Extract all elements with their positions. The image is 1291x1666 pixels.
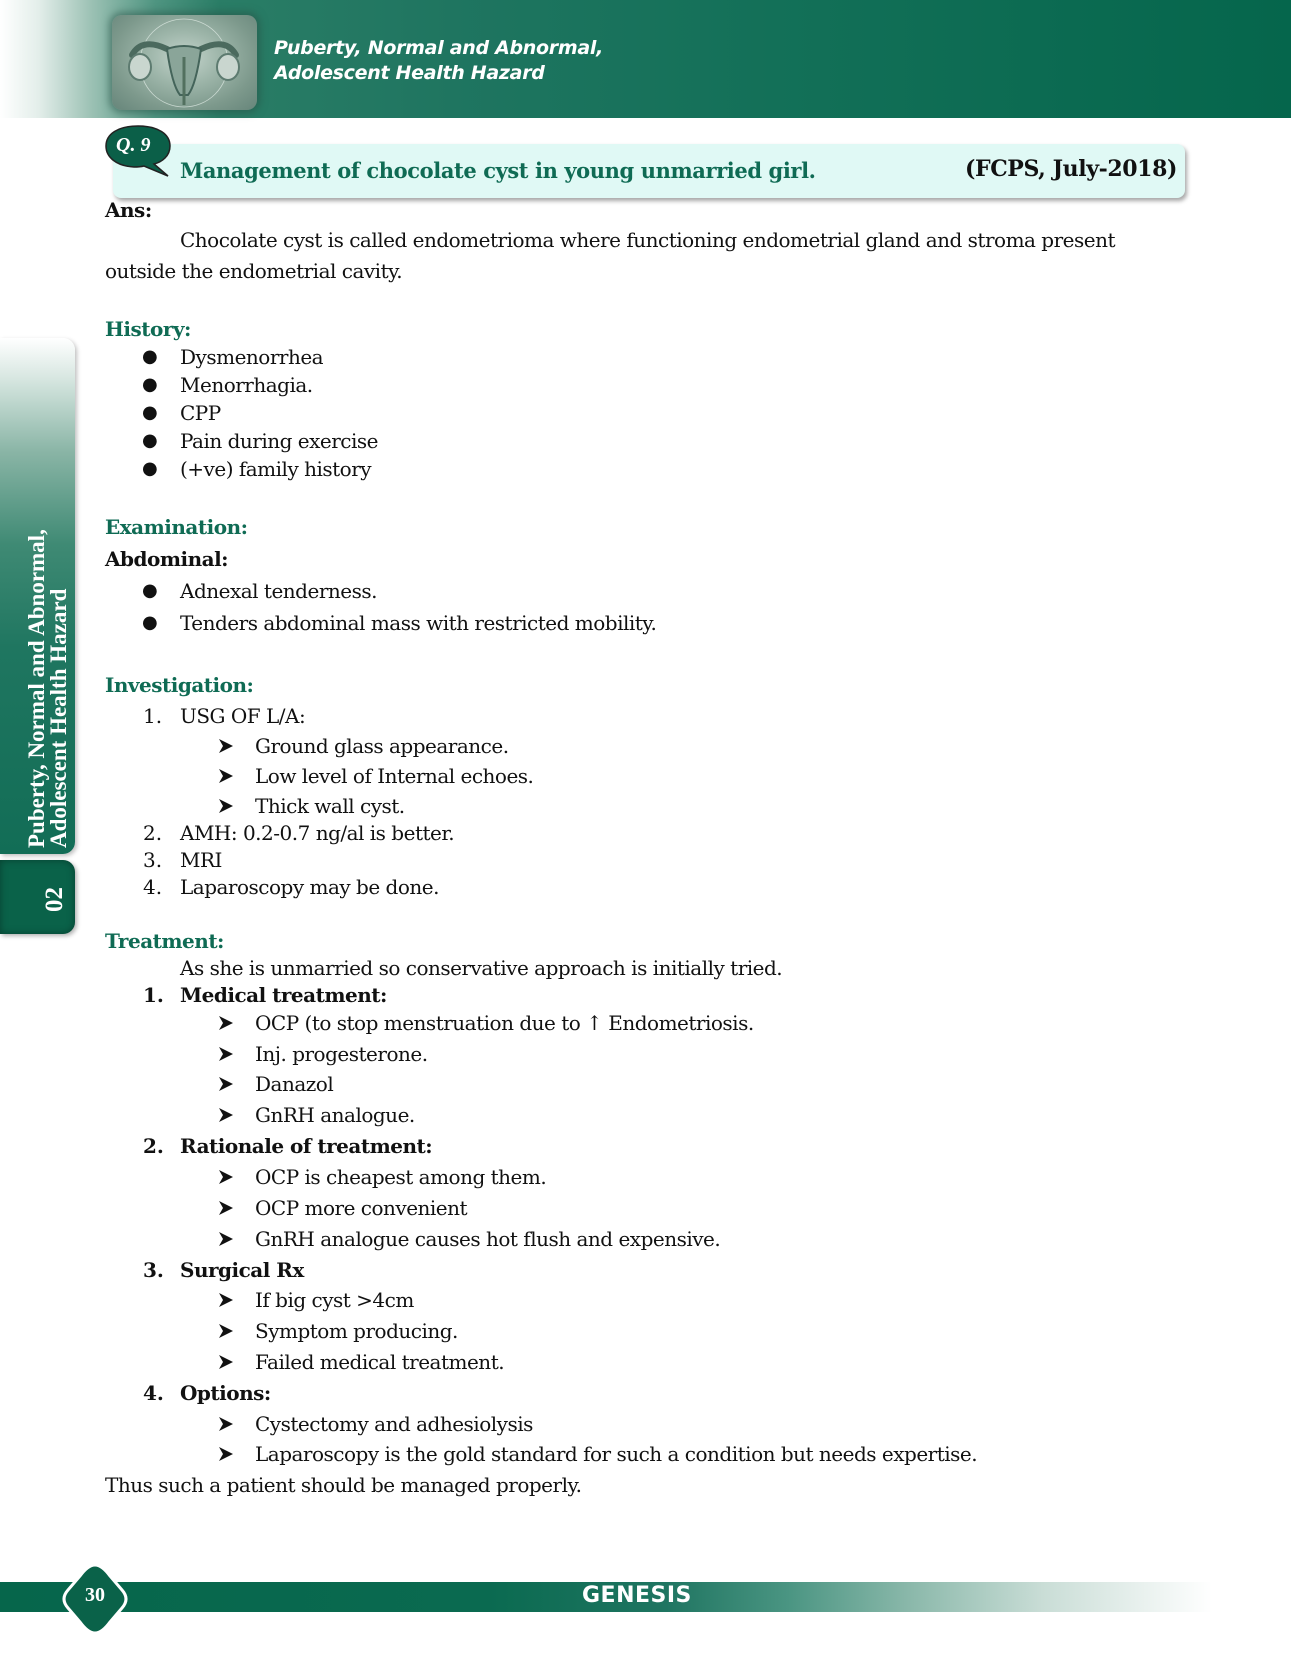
list-subitem: GnRH analogue causes hot flush and expensive. [255,1227,721,1251]
answer-intro-line2: outside the endometrial cavity. [105,259,403,283]
answer-intro-line1: Chocolate cyst is called endometrioma where functioning endometrial gland and stroma present [180,228,1116,252]
chapter-number: 02 [41,887,68,912]
list-subitem: OCP is cheapest among them. [255,1165,547,1189]
list-subitem: OCP (to stop menstruation due to ↑ Endometriosis. [255,1011,754,1035]
arrow-bullet-icon [218,738,234,754]
side-title-line1: Puberty, Normal and Abnormal, [24,529,49,848]
page-number: 30 [85,1584,105,1606]
arrow-bullet-icon [218,1292,234,1308]
list-item: CPP [180,401,221,425]
question-source: (FCPS, July-2018) [964,156,1177,182]
arrow-bullet-icon [218,1015,234,1031]
list-item: Tenders abdominal mass with restricted mobility. [180,611,657,635]
examination-subheading: Abdominal: [105,547,229,571]
list-subitem: OCP more convenient [255,1196,468,1220]
list-item: MRI [180,848,222,872]
uterus-illustration-icon [112,15,257,110]
list-item: USG OF L/A: [180,704,306,728]
arrow-bullet-icon [218,1076,234,1092]
list-item: Laparoscopy may be done. [180,875,439,899]
arrow-bullet-icon [218,1323,234,1339]
list-subitem: Inj. progesterone. [255,1042,428,1066]
list-number: 2. [143,821,163,845]
list-subitem: Low level of Internal echoes. [255,764,534,788]
arrow-bullet-icon [218,1169,234,1185]
arrow-bullet-icon [218,1231,234,1247]
list-subitem: Failed medical treatment. [255,1350,505,1374]
list-item: Adnexal tenderness. [180,579,377,603]
arrow-bullet-icon [218,1107,234,1123]
bullet-icon: ● [142,402,158,423]
question-title: Management of chocolate cyst in young unmarried girl. [180,158,816,183]
header-title-line2: Adolescent Health Hazard [274,62,545,84]
brand-logo: GENESIS [582,1583,692,1608]
question-number: Q. 9 [116,134,151,156]
list-subitem: Laparoscopy is the gold standard for such a condition but needs expertise. [255,1442,978,1466]
header-title [274,36,603,86]
list-subitem: If big cyst >4cm [255,1288,414,1312]
arrow-bullet-icon [218,798,234,814]
arrow-bullet-icon [218,1446,234,1462]
section-title: Medical treatment: [180,983,387,1007]
arrow-bullet-icon [218,1200,234,1216]
list-item: AMH: 0.2-0.7 ng/al is better. [180,821,455,845]
treatment-heading: Treatment: [105,929,224,953]
section-number: 1. [143,983,164,1007]
list-subitem: Thick wall cyst. [255,794,405,818]
page-header [0,0,1291,118]
list-item: Dysmenorrhea [180,345,324,369]
section-title: Surgical Rx [180,1258,304,1282]
section-title: Options: [180,1381,271,1405]
investigation-heading: Investigation: [105,673,254,697]
section-number: 2. [143,1134,164,1158]
bullet-icon: ● [142,458,158,479]
header-title-line1: Puberty, Normal and Abnormal, [274,37,603,59]
bullet-icon: ● [142,346,158,367]
section-number: 4. [143,1381,164,1405]
list-subitem: Symptom producing. [255,1319,458,1343]
conclusion: Thus such a patient should be managed properly. [105,1473,582,1497]
history-heading: History: [105,317,191,341]
list-subitem: Danazol [255,1072,334,1096]
bullet-icon: ● [142,580,158,601]
arrow-bullet-icon [218,1046,234,1062]
examination-heading: Examination: [105,515,248,539]
list-item: (+ve) family history [180,457,372,481]
list-item: Pain during exercise [180,429,379,453]
list-subitem: GnRH analogue. [255,1103,415,1127]
section-number: 3. [143,1258,164,1282]
section-title: Rationale of treatment: [180,1134,433,1158]
side-title-line2: Adolescent Health Hazard [46,588,71,848]
chapter-side-title [26,529,70,848]
list-number: 4. [143,875,163,899]
bullet-icon: ● [142,430,158,451]
list-number: 3. [143,848,163,872]
arrow-bullet-icon [218,1354,234,1370]
arrow-bullet-icon [218,1416,234,1432]
list-item: Menorrhagia. [180,373,313,397]
arrow-bullet-icon [218,768,234,784]
list-subitem: Cystectomy and adhesiolysis [255,1412,533,1436]
bullet-icon: ● [142,612,158,633]
bullet-icon: ● [142,374,158,395]
list-number: 1. [143,704,163,728]
list-subitem: Ground glass appearance. [255,734,509,758]
treatment-intro: As she is unmarried so conservative approach is initially tried. [180,956,783,980]
answer-label: Ans: [105,198,152,222]
